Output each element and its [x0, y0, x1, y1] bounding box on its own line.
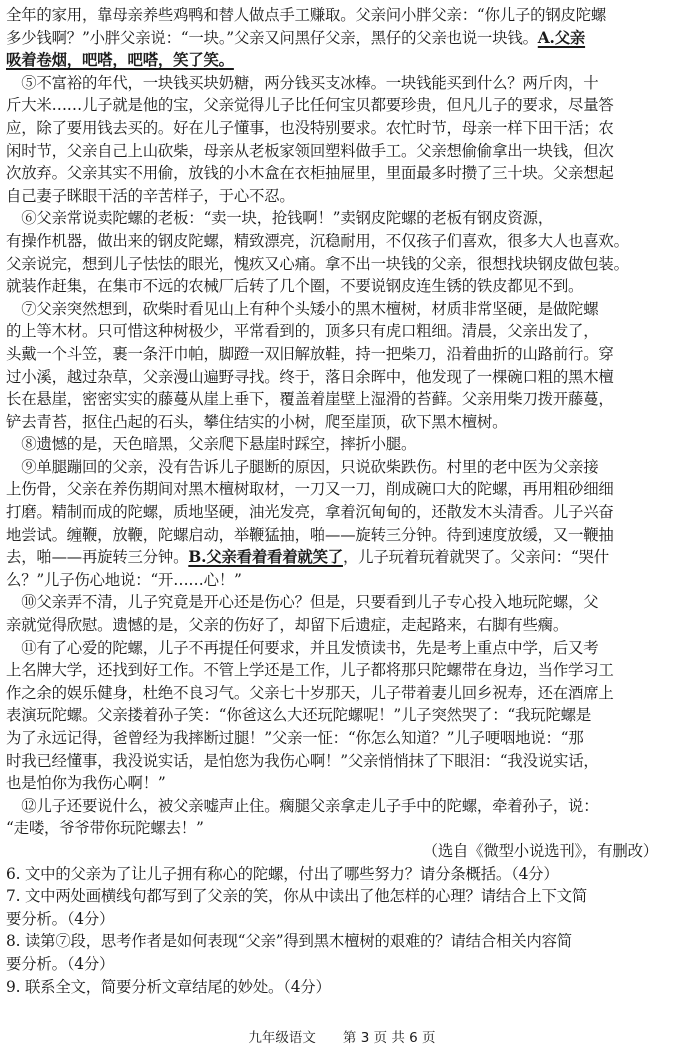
underlined-sentence: 吸着卷烟，吧嗒，吧嗒，笑了笑。 [6, 51, 234, 70]
question-line: 要分析。（4分） [6, 954, 115, 973]
passage-text: 自己妻子眯眼干活的辛苦样子，于心不忍。 [6, 186, 295, 205]
passage-line [6, 682, 668, 705]
passage-line [6, 546, 668, 569]
reading-passage [6, 4, 668, 840]
passage-text: ⑥父亲常说卖陀螺的老板：“卖一块，抢钱啊！”卖钢皮陀螺的老板有钢皮资源， [6, 209, 554, 228]
passage-line [6, 795, 668, 818]
passage-line [6, 772, 668, 795]
passage-line [6, 94, 668, 117]
passage-text: 去，啪——再旋转三分钟。 [6, 548, 189, 567]
passage-text: 全年的家用，靠母亲养些鸡鸭和替人做点手工赚取。父亲问小胖父亲：“你儿子的钢皮陀螺 [6, 6, 607, 24]
passage-text: 么？”儿子伤心地说：“开……心！” [6, 570, 242, 589]
passage-line [6, 659, 668, 682]
passage-text: 表演玩陀螺。父亲搂着孙子笑：“你爸这么大还玩陀螺呢！”儿子突然哭了：“我玩陀螺是 [6, 706, 592, 725]
passage-line [6, 140, 668, 163]
passage-text: 铲去青苔，抠住凸起的石头，攀住结实的小树，爬至崖顶，砍下黑木檀树。 [6, 412, 508, 431]
passage-text: ⑪有了心爱的陀螺，儿子不再提任何要求，并且发愤读书，先是考上重点中学，后又考 [6, 638, 599, 657]
passage-text: 有操作机器，做出来的钢皮陀螺，精致漂亮，沉稳耐用，不仅孩子们喜欢，很多大人也喜欢。 [6, 231, 629, 250]
passage-text: 亲就觉得欣慰。遗憾的是，父亲的伤好了，却留下后遗症，走起路来，右脚有些瘸。 [6, 616, 569, 635]
passage-line [6, 637, 668, 660]
underlined-sentence: B.父亲看着看着就笑了 [188, 548, 343, 567]
passage-text: 次放弃。父亲其实不用偷，放钱的小木盒在衣柜抽屉里，里面最多时攒了三十块。父亲想起 [6, 164, 614, 183]
passage-line [6, 4, 668, 27]
passage-line [6, 298, 668, 321]
passage-text: ⑨单腿蹦回的父亲，没有告诉儿子腿断的原因，只说砍柴跌伤。村里的老中医为父亲接 [6, 457, 599, 476]
passage-line [6, 162, 668, 185]
passage-text: 时我已经懂事，我没说实话，是怕您为我伤心啊！”父亲悄悄抹了下眼泪：“我没说实话， [6, 751, 599, 770]
passage-text: ⑩父亲弄不清，儿子究竟是开心还是伤心？但是，只要看到儿子专心投入地玩陀螺，父 [6, 593, 599, 612]
passage-text: 长在悬崖，密密实实的藤蔓从崖上垂下，覆盖着崖壁上湿滑的苔藓。父亲用柴刀拨开藤蔓， [6, 390, 614, 409]
passage-text: ⑤不富裕的年代，一块钱买块奶糖，两分钱买支冰棒。一块钱能买到什么？两斤肉，十 [6, 73, 599, 92]
question-line: 7. 文中两处画横线句都写到了父亲的笑，你从中读出了他怎样的心理？请结合上下文简 [6, 887, 588, 906]
passage-line [6, 207, 668, 230]
passage-line [6, 185, 668, 208]
passage-line [6, 388, 668, 411]
passage-line [6, 591, 668, 614]
questions-section [6, 863, 668, 999]
passage-text: 闲时节，父亲自己上山砍柴，母亲从老板家领回塑料做手工。父亲想偷偷拿出一块钱，但次 [6, 141, 614, 160]
passage-line [6, 366, 668, 389]
passage-text: 地尝试。缠鞭，放鞭，陀螺启动，举鞭猛抽，啪——旋转三分钟。待到速度放缓，又一鞭抽 [6, 525, 614, 544]
passage-line [6, 230, 668, 253]
passage-line [6, 727, 668, 750]
passage-line [6, 501, 668, 524]
passage-line [6, 524, 668, 547]
passage-text: 为了永远记得，爸曾经为我摔断过腿！”父亲一怔：“你怎么知道？”儿子哽咽地说：“那 [6, 729, 584, 747]
passage-line [6, 750, 668, 773]
passage-text: 也是怕你为我伤心啊！” [6, 774, 166, 793]
passage-line [6, 433, 668, 456]
passage-line [6, 72, 668, 95]
passage-text: ⑧遗憾的是，天色暗黑，父亲爬下悬崖时踩空，摔折小腿。 [6, 435, 417, 454]
passage-text: “走喽，爷爷带你玩陀螺去！” [6, 819, 204, 838]
passage-line [6, 117, 668, 140]
passage-line [6, 456, 668, 479]
passage-text: 上伤骨，父亲在养伤期间对黑木檀树取材，一刀又一刀，削成碗口大的陀螺，再用粗砂细细 [6, 480, 614, 499]
passage-text: 多少钱啊？”小胖父亲说：“一块。”父亲又问黑仔父亲，黑仔的父亲也说一块钱。 [6, 28, 538, 47]
passage-line [6, 478, 668, 501]
question-line: 6. 文中的父亲为了让儿子拥有称心的陀螺，付出了哪些努力？请分条概括。（4分） [6, 864, 559, 883]
question-line: 要分析。（4分） [6, 909, 115, 928]
passage-line [6, 817, 668, 840]
passage-text: 过小溪，越过杂草，父亲漫山遍野寻找。终于，落日余晖中，他发现了一棵碗口粗的黑木檀 [6, 367, 614, 386]
underlined-sentence: A.父亲 [537, 28, 586, 47]
passage-line [6, 27, 668, 50]
passage-text: ⑫儿子还要说什么，被父亲嘘声止住。瘸腿父亲拿走儿子手中的陀螺，牵着孙子，说： [6, 796, 599, 815]
passage-text: 父亲说完，想到儿子怯怯的眼光，愧疚又心痛。拿不出一块钱的父亲，很想找块钢皮做包装。 [6, 254, 629, 273]
source-citation: （选自《微型小说选刊》，有删改） [422, 841, 658, 860]
passage-line [6, 320, 668, 343]
passage-text: ⑦父亲突然想到，砍柴时看见山上有种个头矮小的黑木檀树，材质非常坚硬，是做陀螺 [6, 299, 599, 318]
passage-line [6, 569, 668, 592]
passage-text: 头戴一个斗笠，裹一条汗巾帕，脚蹬一双旧解放鞋，持一把柴刀，沿着曲折的山路前行。穿 [6, 344, 614, 363]
passage-line [6, 253, 668, 276]
passage-line [6, 49, 668, 72]
page-footer: 九年级语文 第 3 页 共 6 页 [248, 1030, 436, 1046]
passage-text: 应，除了要用钱去买的。好在儿子懂事，也没特别要求。农忙时节，母亲一样下田干活；农 [6, 118, 614, 137]
passage-line [6, 343, 668, 366]
passage-text: 斤大米……儿子就是他的宝，父亲觉得儿子比任何宝贝都要珍贵，但凡儿子的要求，尽量答 [6, 96, 614, 115]
passage-line [6, 704, 668, 727]
passage-text: 的上等木材。只可惜这种树极少，平常看到的，顶多只有虎口粗细。清晨，父亲出发了， [6, 322, 599, 341]
passage-text: 上名牌大学，还找到好工作。不管上学还是工作，儿子都将那只陀螺带在身边，当作学习工 [6, 661, 614, 680]
passage-text: 打磨。精制而成的陀螺，质地坚硬，油光发亮，拿着沉甸甸的，还散发木头清香。儿子兴奋 [6, 503, 614, 522]
passage-line [6, 411, 668, 434]
passage-text: 作之余的娱乐健身，杜绝不良习气。父亲七十岁那天，儿子带着妻儿回乡祝寿，还在酒席上 [6, 683, 614, 702]
passage-text: ，儿子玩着玩着就哭了。父亲问：“哭什 [342, 548, 609, 567]
question-line: 8. 读第⑦段，思考作者是如何表现“父亲”得到黑木檀树的艰难的？请结合相关内容简 [6, 932, 572, 951]
passage-line [6, 614, 668, 637]
passage-text: 就装作赶集，在集市不远的农械厂后转了几个圈，不要说钢皮连生锈的铁皮都见不到。 [6, 277, 584, 296]
question-line: 9. 联系全文，简要分析文章结尾的妙处。（4分） [6, 977, 331, 996]
passage-line [6, 275, 668, 298]
